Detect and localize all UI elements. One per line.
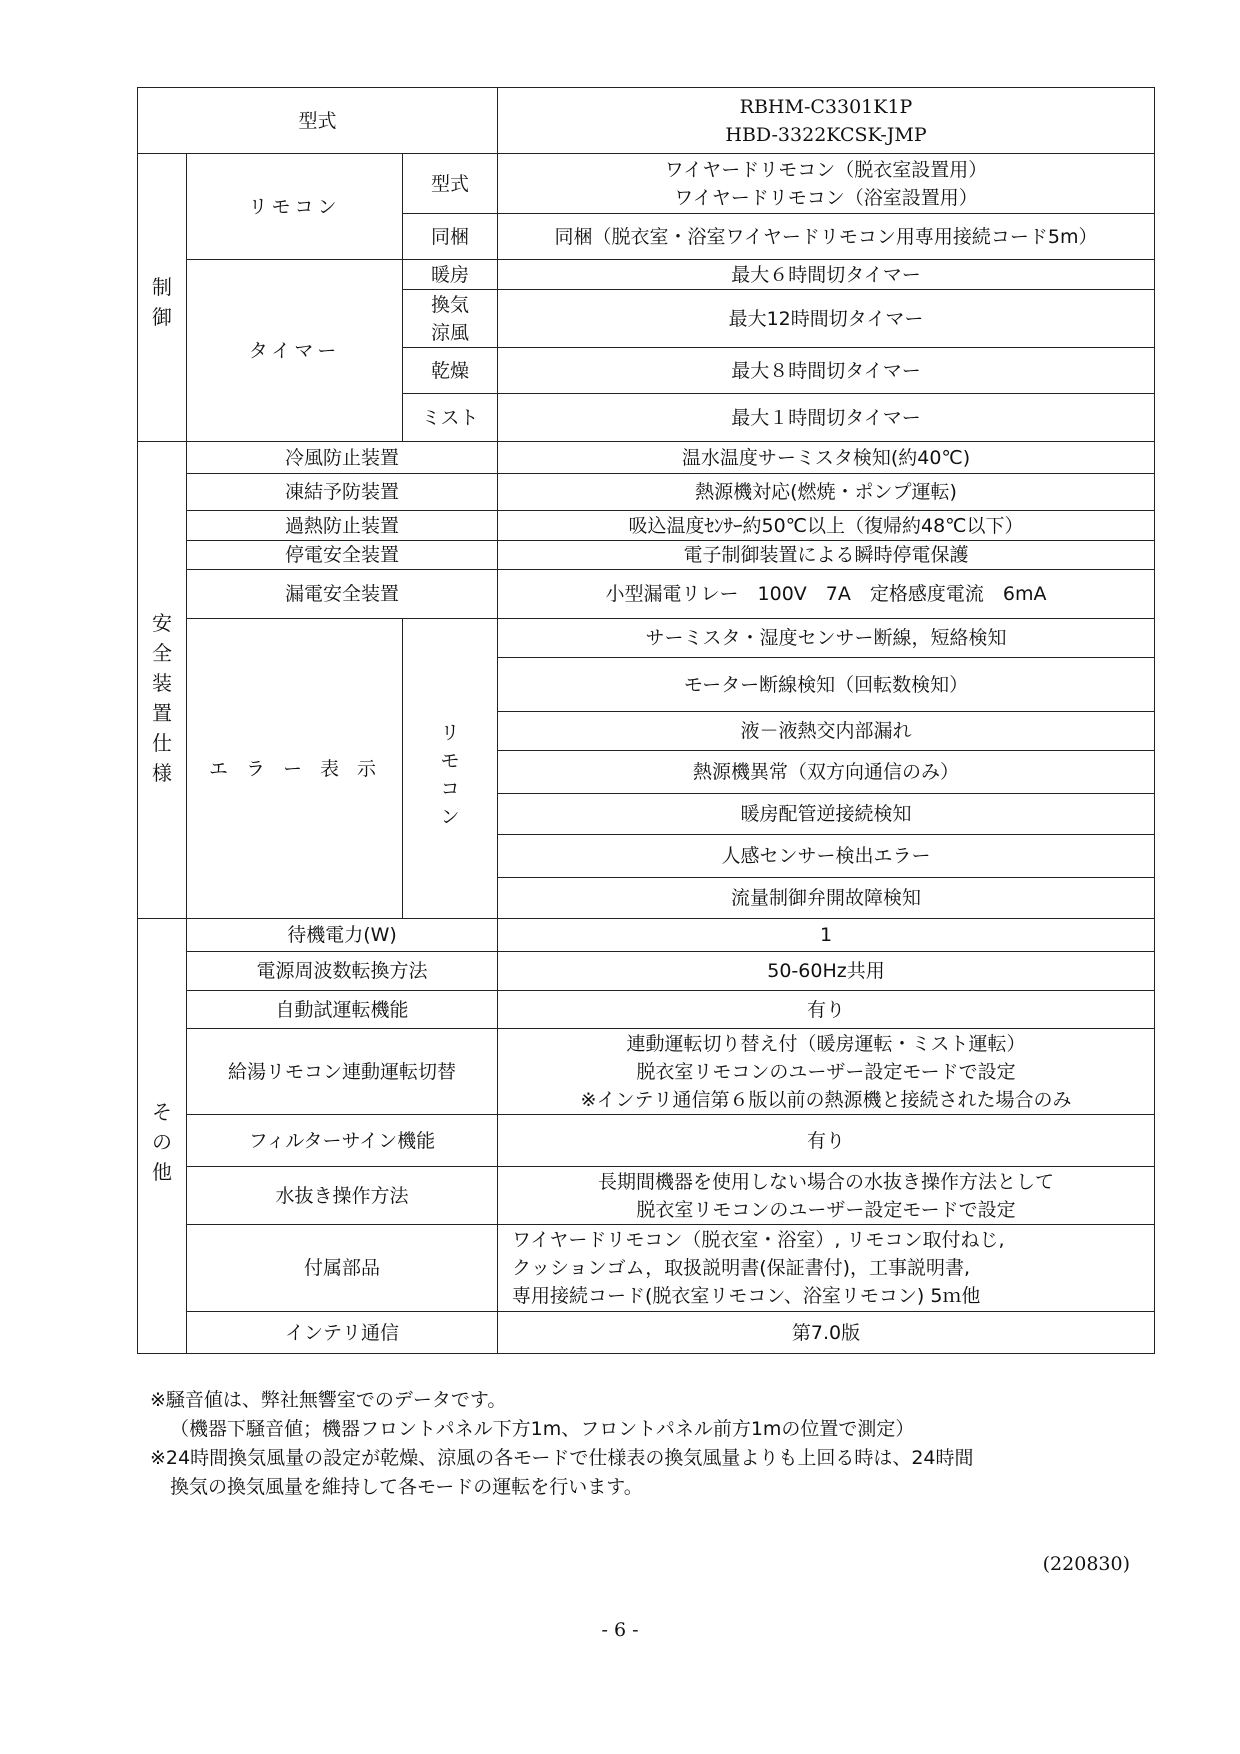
timer-label: タイマー xyxy=(187,260,403,442)
error-item: 人感センサー検出エラー xyxy=(498,835,1155,878)
timer-dry-value: 最大８時間切タイマー xyxy=(498,348,1155,394)
other-value-line: 脱衣室リモコンのユーザー設定モードで設定 xyxy=(636,1198,1016,1221)
timer-mist-value: 最大１時間切タイマー xyxy=(498,394,1155,442)
error-item: 熱源機異常（双方向通信のみ） xyxy=(498,751,1155,794)
safety-label: 冷風防止装置 xyxy=(187,442,498,474)
timer-vent-label-2: 涼風 xyxy=(430,321,469,344)
other-value-line: クッションゴム，取扱説明書(保証書付)，工事説明書, xyxy=(512,1257,971,1279)
notes xyxy=(150,1386,1150,1502)
other-value-line: 長期間機器を使用しない場合の水抜き操作方法として xyxy=(597,1170,1054,1193)
error-item: モーター断線検知（回転数検知） xyxy=(498,658,1155,712)
control-group-label: 制 御 xyxy=(138,154,187,442)
other-value xyxy=(498,1167,1155,1225)
timer-vent-label-1: 換気 xyxy=(430,293,469,316)
timer-dry-label: 乾燥 xyxy=(403,348,498,394)
safety-value: 熱源機対応(燃焼・ポンプ運転) xyxy=(498,474,1155,511)
timer-mist-label: ミスト xyxy=(403,394,498,442)
error-display-label: エラー表示 xyxy=(187,619,403,919)
safety-value: 吸込温度ｾﾝｻｰ約50℃以上（復帰約48℃以下） xyxy=(498,511,1155,541)
other-label: インテリ通信 xyxy=(187,1312,498,1354)
other-label: 自動試運転機能 xyxy=(187,991,498,1029)
other-value-line: ※インテリ通信第６版以前の熱源機と接続された場合のみ xyxy=(580,1088,1072,1111)
safety-value: 小型漏電リレー 100V 7A 定格感度電流 6mA xyxy=(498,570,1155,619)
other-value: 50-60Hz共用 xyxy=(498,952,1155,991)
other-label: 水抜き操作方法 xyxy=(187,1167,498,1225)
error-remocon-label: リ モ コ ン xyxy=(403,619,498,919)
other-label: フィルターサイン機能 xyxy=(187,1115,498,1167)
remocon-type-value xyxy=(498,154,1155,214)
remocon-bundle-value: 同梱（脱衣室・浴室ワイヤードリモコン用専用接続コード5m） xyxy=(498,214,1155,260)
page-number: - 6 - xyxy=(601,1619,639,1641)
timer-vent-value: 最大12時間切タイマー xyxy=(498,290,1155,348)
other-value-line: 専用接続コード(脱衣室リモコン、浴室リモコン) 5ｍ他 xyxy=(512,1285,981,1307)
safety-label: 停電安全装置 xyxy=(187,541,498,570)
other-label: 待機電力(W) xyxy=(187,919,498,952)
timer-vent-label xyxy=(403,290,498,348)
other-value: 有り xyxy=(498,1115,1155,1167)
error-item: 暖房配管逆接続検知 xyxy=(498,794,1155,835)
model-value xyxy=(498,88,1155,154)
error-item: 液－液熱交内部漏れ xyxy=(498,712,1155,751)
other-value: 1 xyxy=(498,919,1155,952)
note-line: ※24時間換気風量の設定が乾燥、涼風の各モードで仕様表の換気風量よりも上回る時は、24時間 xyxy=(150,1447,974,1469)
safety-label: 過熱防止装置 xyxy=(187,511,498,541)
safety-value: 温水温度サーミスタ検知(約40℃) xyxy=(498,442,1155,474)
remocon-type-value-2: ワイヤードリモコン（浴室設置用） xyxy=(674,186,978,209)
remocon-type-label: 型式 xyxy=(403,154,498,214)
document-id: (220830) xyxy=(1042,1553,1130,1575)
model-2: HBD-3322KCSK-JMP xyxy=(725,123,927,146)
model-label: 型式 xyxy=(138,88,498,154)
error-item: サーミスタ・湿度センサー断線，短絡検知 xyxy=(498,619,1155,658)
note-line: 換気の換気風量を維持して各モードの運転を行います。 xyxy=(170,1476,643,1498)
spec-table xyxy=(137,87,1155,1354)
other-value-line: 連動運転切り替え付（暖房運転・ミスト運転） xyxy=(626,1032,1026,1055)
other-value: 第7.0版 xyxy=(498,1312,1155,1354)
other-value: 有り xyxy=(498,991,1155,1029)
remocon-type-value-1: ワイヤードリモコン（脱衣室設置用） xyxy=(664,158,988,181)
other-value-line: 脱衣室リモコンのユーザー設定モードで設定 xyxy=(636,1060,1016,1083)
note-line: （機器下騒音値；機器フロントパネル下方1m、フロントパネル前方1mの位置で測定） xyxy=(170,1418,915,1440)
timer-heating-label: 暖房 xyxy=(403,260,498,290)
other-value-line: ワイヤードリモコン（脱衣室・浴室）, リモコン取付ねじ, xyxy=(512,1229,1005,1251)
timer-heating-value: 最大６時間切タイマー xyxy=(498,260,1155,290)
remocon-bundle-label: 同梱 xyxy=(403,214,498,260)
safety-group-label: 安 全 装 置 仕 様 xyxy=(138,442,187,919)
safety-label: 凍結予防装置 xyxy=(187,474,498,511)
other-label: 給湯リモコン連動運転切替 xyxy=(187,1029,498,1115)
other-group-label: そ の 他 xyxy=(138,919,187,1354)
safety-value: 電子制御装置による瞬時停電保護 xyxy=(498,541,1155,570)
other-label: 電源周波数転換方法 xyxy=(187,952,498,991)
note-line: ※騒音値は、弊社無響室でのデータです。 xyxy=(150,1389,507,1411)
safety-label: 漏電安全装置 xyxy=(187,570,498,619)
model-1: RBHM-C3301K1P xyxy=(739,95,913,118)
remocon-label: リモコン xyxy=(187,154,403,260)
other-value xyxy=(498,1029,1155,1115)
other-value xyxy=(498,1225,1155,1312)
other-label: 付属部品 xyxy=(187,1225,498,1312)
error-item: 流量制御弁開故障検知 xyxy=(498,878,1155,919)
